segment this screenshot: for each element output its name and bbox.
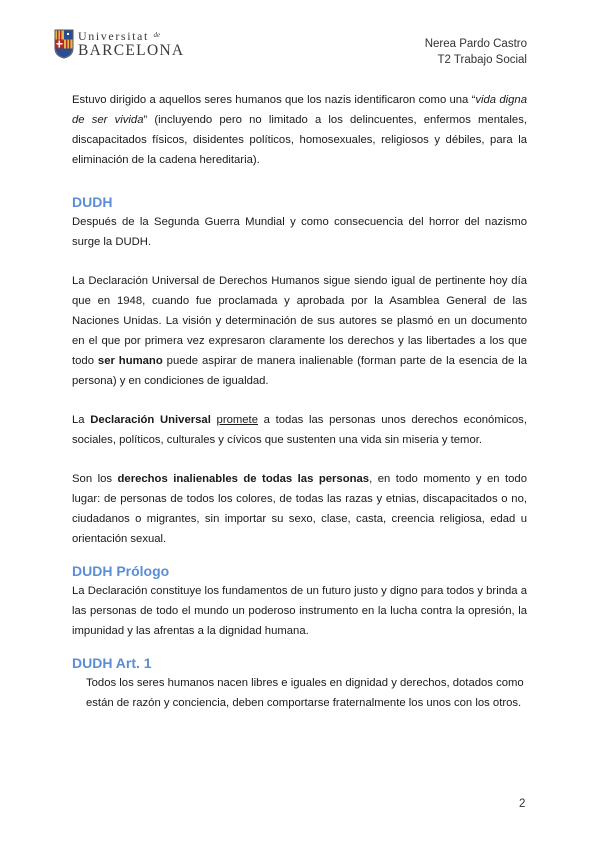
wordmark-suffix: de — [153, 31, 161, 39]
wordmark-bottom: BARCELONA — [78, 42, 185, 59]
intro-paragraph — [72, 90, 527, 170]
university-shield-icon — [54, 29, 74, 59]
document-subtitle: T2 Trabajo Social — [437, 54, 527, 66]
author-name: Nerea Pardo Castro — [424, 38, 527, 50]
intro-italic-quote: vida digna de ser vivida — [72, 94, 527, 126]
p3-text-end: a todas las personas unos derechos económicos, sociales, políticos, culturales y cívicos que sustenten una vida sin miseria y temor. — [72, 414, 527, 446]
p4-text-end: , en todo momento y en todo lugar: de personas de todos los colores, de todas las razas y etnias, discapacitados o no, ciudadanos o migrantes, sin importar su sexo, clase, casta, creencia religiosa, edad u orientación sexual. — [72, 473, 527, 545]
dudh-paragraph-4 — [72, 469, 527, 549]
p2-bold-term: ser humano — [97, 355, 163, 367]
p4-bold-term: derechos inalienables de todas las personas — [117, 473, 370, 485]
university-wordmark — [78, 28, 184, 59]
page-number: 2 — [519, 798, 526, 810]
p3-text-start: La — [72, 414, 91, 426]
heading-dudh: DUDH — [72, 194, 113, 210]
intro-text-end: ” (incluyendo pero no limitado a los delincuentes, enfermos mentales, discapacitados físicos, disidentes políticos, homosexuales, religiosos y débiles, para la eliminación de la cadena hereditaria). — [72, 114, 527, 166]
p2-text-end: puede aspirar de manera inalienable (forman parte de la esencia de la persona) y en condiciones de igualdad. — [72, 355, 527, 387]
p3-underlined-word: promete — [216, 414, 258, 426]
document-header-info — [425, 36, 527, 68]
university-logo — [54, 28, 185, 62]
art1-quote: Todos los seres humanos nacen libres e iguales en dignidad y derechos, dotados como están de razón y conciencia, deben comportarse fraternalmente los unos con los otros. — [86, 677, 524, 709]
heading-dudh-prologo: DUDH Prólogo — [72, 563, 170, 579]
wordmark-top: Universitat — [78, 29, 149, 43]
dudh-paragraph-3 — [72, 410, 527, 450]
document-body — [72, 90, 527, 713]
dudh-paragraph-2 — [72, 271, 527, 391]
p3-bold-term: Declaración Universal — [90, 414, 211, 426]
p2-text-start: La Declaración Universal de Derechos Humanos sigue siendo igual de pertinente hoy día que en 1948, cuando fue proclamada y aprobada por la Asamblea General de las Naciones Unidas. La visión y determinación de sus autores se plasmó en un documento en el que por primera vez expresaron claramente los derechos y las libertades a los que todo — [72, 275, 527, 367]
intro-text-start: Estuvo dirigido a aquellos seres humanos que los nazis identificaron como una “ — [72, 94, 476, 106]
p4-text-start: Son los — [72, 473, 118, 485]
prologo-paragraph: La Declaración constituye los fundamentos de un futuro justo y digno para todos y brinda a las personas de todo el mundo un poderoso instrumento en la lucha contra la opresión, la impunidad y las afrentas a la dignidad humana. — [72, 585, 527, 637]
heading-dudh-art-1: DUDH Art. 1 — [72, 655, 152, 671]
dudh-paragraph-1: Después de la Segunda Guerra Mundial y como consecuencia del horror del nazismo surge la DUDH. — [72, 216, 527, 248]
